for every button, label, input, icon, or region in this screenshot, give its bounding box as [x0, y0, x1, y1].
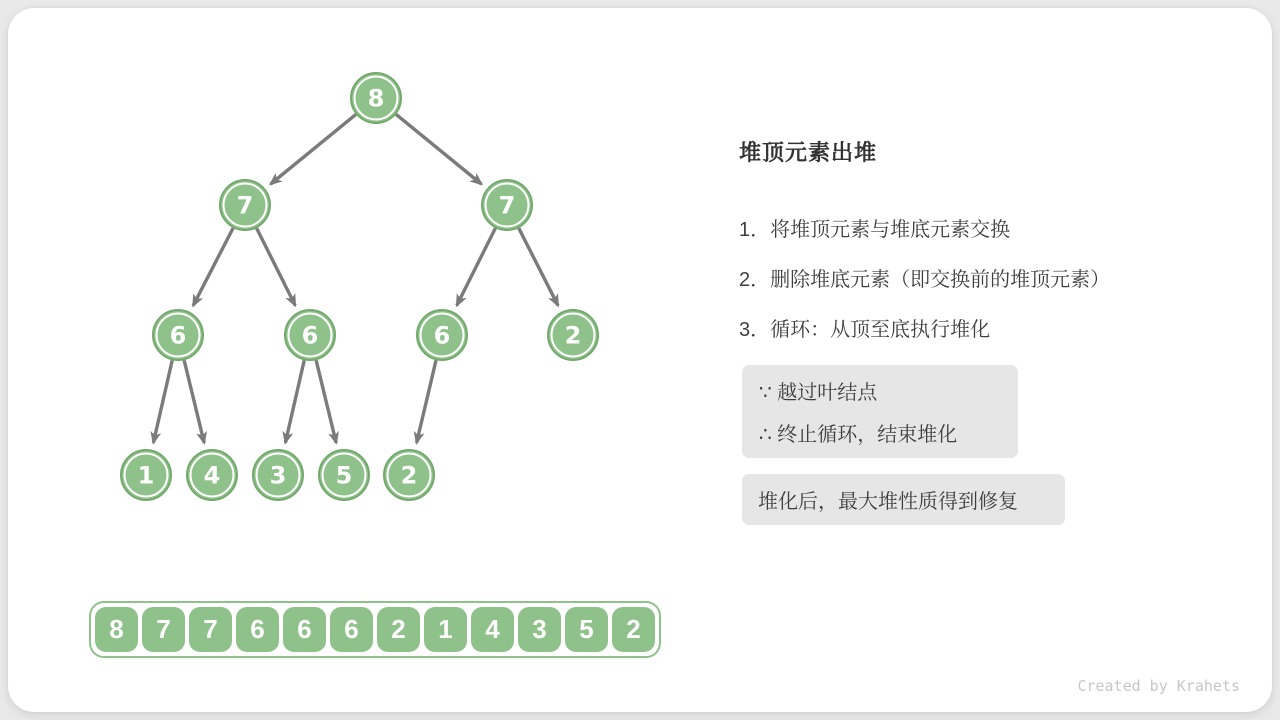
tree-node	[417, 310, 467, 360]
tree-node-value: 6	[433, 321, 451, 350]
tree-node-value: 2	[400, 461, 418, 490]
result-box	[742, 474, 1065, 525]
tree-node	[121, 450, 171, 500]
step-item-2: 2．删除堆底元素（即交换前的堆顶元素）	[739, 269, 1111, 291]
tree-edge	[184, 360, 204, 443]
reason-premise: ∵ 越过叶结点	[759, 382, 878, 404]
tree-edge	[417, 360, 436, 443]
tree-node-value: 7	[236, 191, 254, 220]
tree-edge	[257, 228, 296, 305]
steps-list	[739, 218, 1110, 368]
array-cell-1: 7	[142, 607, 185, 652]
tree-edge	[457, 228, 496, 305]
panel-title: 堆顶元素出堆	[739, 140, 878, 165]
tree-edge	[519, 228, 558, 305]
array-cell-0: 8	[95, 607, 138, 652]
tree-node-value: 6	[169, 321, 187, 350]
tree-node	[285, 310, 335, 360]
tree-node	[548, 310, 598, 360]
tree-edge	[316, 360, 336, 443]
tree-node	[384, 450, 434, 500]
array-cell-2: 7	[189, 607, 232, 652]
tree-edge	[396, 114, 481, 184]
tree-node-value: 4	[203, 461, 221, 490]
tree-node-value: 3	[269, 461, 287, 490]
reasoning-box	[742, 365, 1018, 458]
heap-array	[89, 601, 661, 658]
tree-edge	[271, 114, 356, 184]
array-cell-9: 3	[518, 607, 561, 652]
array-cell-7: 1	[424, 607, 467, 652]
tree-node	[319, 450, 369, 500]
tree-node	[482, 180, 532, 230]
tree-node-value: 2	[564, 321, 582, 350]
reason-conclusion: ∴ 终止循环，结束堆化	[759, 424, 958, 446]
tree-node-value: 7	[498, 191, 516, 220]
array-cell-6: 2	[377, 607, 420, 652]
tree-node-value: 1	[137, 461, 155, 490]
tree-node-value: 8	[367, 84, 385, 113]
tree-node-value: 6	[301, 321, 319, 350]
tree-edge	[193, 228, 233, 306]
array-cell-8: 4	[471, 607, 514, 652]
array-cell-11: 2	[612, 607, 655, 652]
tree-edge	[285, 360, 304, 442]
array-cell-3: 6	[236, 607, 279, 652]
tree-node-value: 5	[335, 461, 353, 490]
array-cell-10: 5	[565, 607, 608, 652]
tree-node	[153, 310, 203, 360]
array-cell-4: 6	[283, 607, 326, 652]
array-cell-5: 6	[330, 607, 373, 652]
tree-edge	[153, 360, 172, 442]
tree-node	[187, 450, 237, 500]
result-text: 堆化后，最大堆性质得到修复	[758, 491, 1018, 513]
watermark: Created by Krahets	[1077, 677, 1240, 695]
tree-node	[351, 73, 401, 123]
step-item-3: 3．循环：从顶至底执行堆化	[739, 319, 991, 341]
tree-node	[220, 180, 270, 230]
tree-node	[253, 450, 303, 500]
step-item-1: 1．将堆顶元素与堆底元素交换	[739, 219, 1011, 241]
